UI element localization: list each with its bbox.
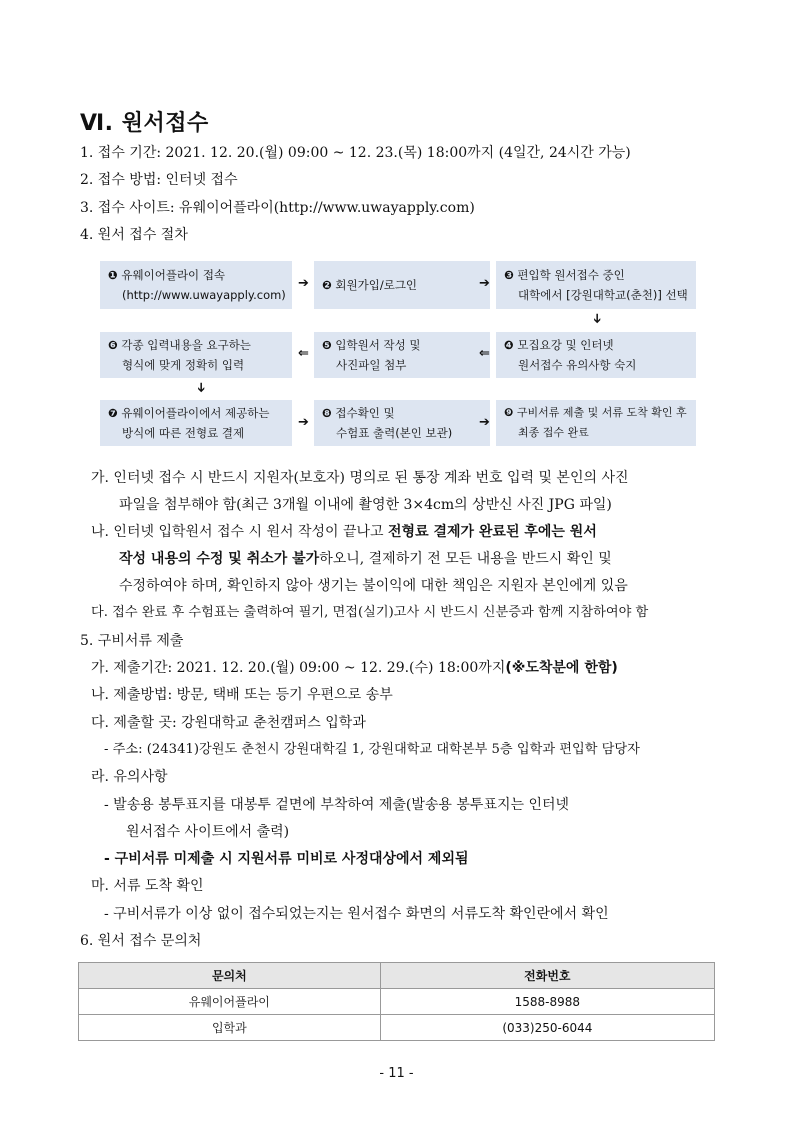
docs-address: - 주소: (24341)강원도 춘천시 강원대학길 1, 강원대학교 대학본부 5층 입학과 편입학 담당자 (104, 742, 640, 757)
step-text: 회원가입/로그인 (335, 278, 418, 292)
step-text: 각종 입력내용을 요구하는 (121, 338, 251, 352)
step-text: 수험표 출력(본인 보관) (336, 426, 453, 440)
flow-step-8 (314, 400, 490, 446)
section-title: Ⅵ. 원서접수 (80, 111, 209, 136)
flow-step-4 (496, 332, 696, 378)
step-number: ❷ (322, 278, 332, 292)
note-emphasis: 작성 내용의 수정 및 취소가 불가 (119, 551, 320, 567)
docs-method: 나. 제출방법: 방문, 택배 또는 등기 우편으로 송부 (91, 687, 393, 703)
table-row (79, 1015, 715, 1041)
step-text: (http://www.uwayapply.com) (122, 288, 286, 302)
item-method: 2. 접수 방법: 인터넷 접수 (80, 172, 238, 188)
table-cell: 유웨이어플라이 (79, 989, 381, 1015)
flow-step-1 (100, 261, 292, 309)
docs-arrival-text: - 구비서류가 이상 없이 접수되었는지는 원서접수 화면의 서류도착 확인란에서 확인 (104, 906, 609, 922)
step-text: 형식에 맞게 정확히 입력 (122, 358, 245, 372)
arrow-right-icon: ➔ (298, 415, 309, 430)
step-text: 모집요강 및 인터넷 (517, 338, 614, 352)
docs-text: 가. 제출기간: 2021. 12. 20.(월) 09:00 ~ 12. 29.(수) 18:00까지 (91, 660, 506, 676)
arrow-left-icon: ⇐ (479, 346, 490, 361)
flow-step-9 (496, 400, 696, 446)
contact-title: 6. 원서 접수 문의처 (80, 933, 202, 949)
flow-step-6 (100, 332, 292, 378)
item-period: 1. 접수 기간: 2021. 12. 20.(월) 09:00 ~ 12. 23.(목) 18:00까지 (4일간, 24시간 가능) (80, 145, 631, 161)
note-na-line3: 수정하여야 하며, 확인하지 않아 생기는 불이익에 대한 책임은 지원자 본인에게 있음 (119, 578, 628, 594)
docs-emphasis: (※도착분에 한함) (505, 660, 618, 676)
flow-step-3 (496, 261, 696, 309)
note-na-line1 (91, 523, 597, 541)
step-number: ❽ (322, 406, 332, 420)
step-text: 최종 접수 완료 (518, 426, 589, 439)
arrow-right-icon: ➔ (479, 276, 490, 291)
note-ga-line1: 가. 인터넷 접수 시 반드시 지원자(보호자) 명의로 된 통장 계좌 번호 입력 및 본인의 사진 (91, 470, 629, 486)
step-text: 접수확인 및 (335, 406, 395, 420)
step-text: 유웨이어플라이 접속 (121, 268, 226, 282)
table-cell: (033)250-6044 (380, 1015, 714, 1041)
step-text: 입학원서 작성 및 (335, 338, 421, 352)
step-number: ❸ (504, 268, 514, 282)
step-number: ❻ (108, 338, 118, 352)
docs-caution-title: 라. 유의사항 (91, 769, 168, 785)
step-number: ❶ (108, 268, 118, 282)
arrow-down-icon: ➔ (588, 313, 604, 324)
note-text: 나. 인터넷 입학원서 접수 시 원서 작성이 끝나고 (91, 524, 389, 540)
table-header-row (79, 963, 715, 989)
docs-caution-1b: 원서접수 사이트에서 출력) (126, 824, 290, 840)
table-row (79, 989, 715, 1015)
step-text: 편입학 원서접수 중인 (517, 268, 625, 282)
item-site: 3. 접수 사이트: 유웨이어플라이(http://www.uwayapply.com) (80, 200, 475, 216)
docs-caution-2 (104, 850, 469, 868)
item-procedure: 4. 원서 접수 절차 (80, 227, 188, 243)
step-text: 유웨이어플라이에서 제공하는 (121, 406, 270, 420)
page-number: - 11 - (379, 1066, 414, 1081)
docs-arrival-title: 마. 서류 도착 확인 (91, 878, 204, 894)
step-number: ❼ (108, 406, 118, 420)
arrow-right-icon: ➔ (479, 415, 490, 430)
table-header: 문의처 (79, 963, 381, 989)
flow-step-2 (314, 261, 490, 309)
arrow-down-icon: ➔ (192, 382, 208, 393)
table-cell: 입학과 (79, 1015, 381, 1041)
docs-emphasis: - 구비서류 미제출 시 지원서류 미비로 사정대상에서 제외됨 (104, 851, 469, 867)
step-text: 구비서류 제출 및 서류 도착 확인 후 (516, 406, 687, 419)
flow-step-5 (314, 332, 490, 378)
note-text: 하오니, 결제하기 전 모든 내용을 반드시 확인 및 (319, 551, 612, 567)
step-text: 대학에서 [강원대학교(춘천)] 선택 (518, 288, 688, 302)
note-emphasis: 전형료 결제가 완료된 후에는 원서 (388, 524, 597, 540)
flow-step-7 (100, 400, 292, 446)
note-ga-line2: 파일을 첨부해야 함(최근 3개월 이내에 촬영한 3×4cm의 상반신 사진 JPG 파일) (119, 497, 612, 513)
docs-place: 다. 제출할 곳: 강원대학교 춘천캠퍼스 입학과 (91, 715, 366, 731)
step-text: 사진파일 첨부 (336, 358, 407, 372)
table-header: 전화번호 (380, 963, 714, 989)
docs-period (91, 659, 618, 677)
table-cell: 1588-8988 (380, 989, 714, 1015)
contact-table (78, 962, 715, 1041)
docs-title: 5. 구비서류 제출 (80, 633, 184, 649)
note-da: 다. 접수 완료 후 수험표는 출력하여 필기, 면접(실기)고사 시 반드시 신분증과 함께 지참하여야 함 (91, 605, 649, 620)
step-number: ❺ (322, 338, 332, 352)
step-text: 원서접수 유의사항 숙지 (518, 358, 637, 372)
step-text: 방식에 따른 전형료 결제 (122, 426, 245, 440)
docs-caution-1a: - 발송용 봉투표지를 대봉투 겉면에 부착하여 제출(발송용 봉투표지는 인터넷 (104, 797, 570, 813)
arrow-right-icon: ➔ (298, 276, 309, 291)
arrow-left-icon: ⇐ (298, 346, 309, 361)
step-number: ❹ (504, 338, 514, 352)
note-na-line2 (119, 550, 612, 568)
step-number: ❾ (504, 406, 514, 419)
